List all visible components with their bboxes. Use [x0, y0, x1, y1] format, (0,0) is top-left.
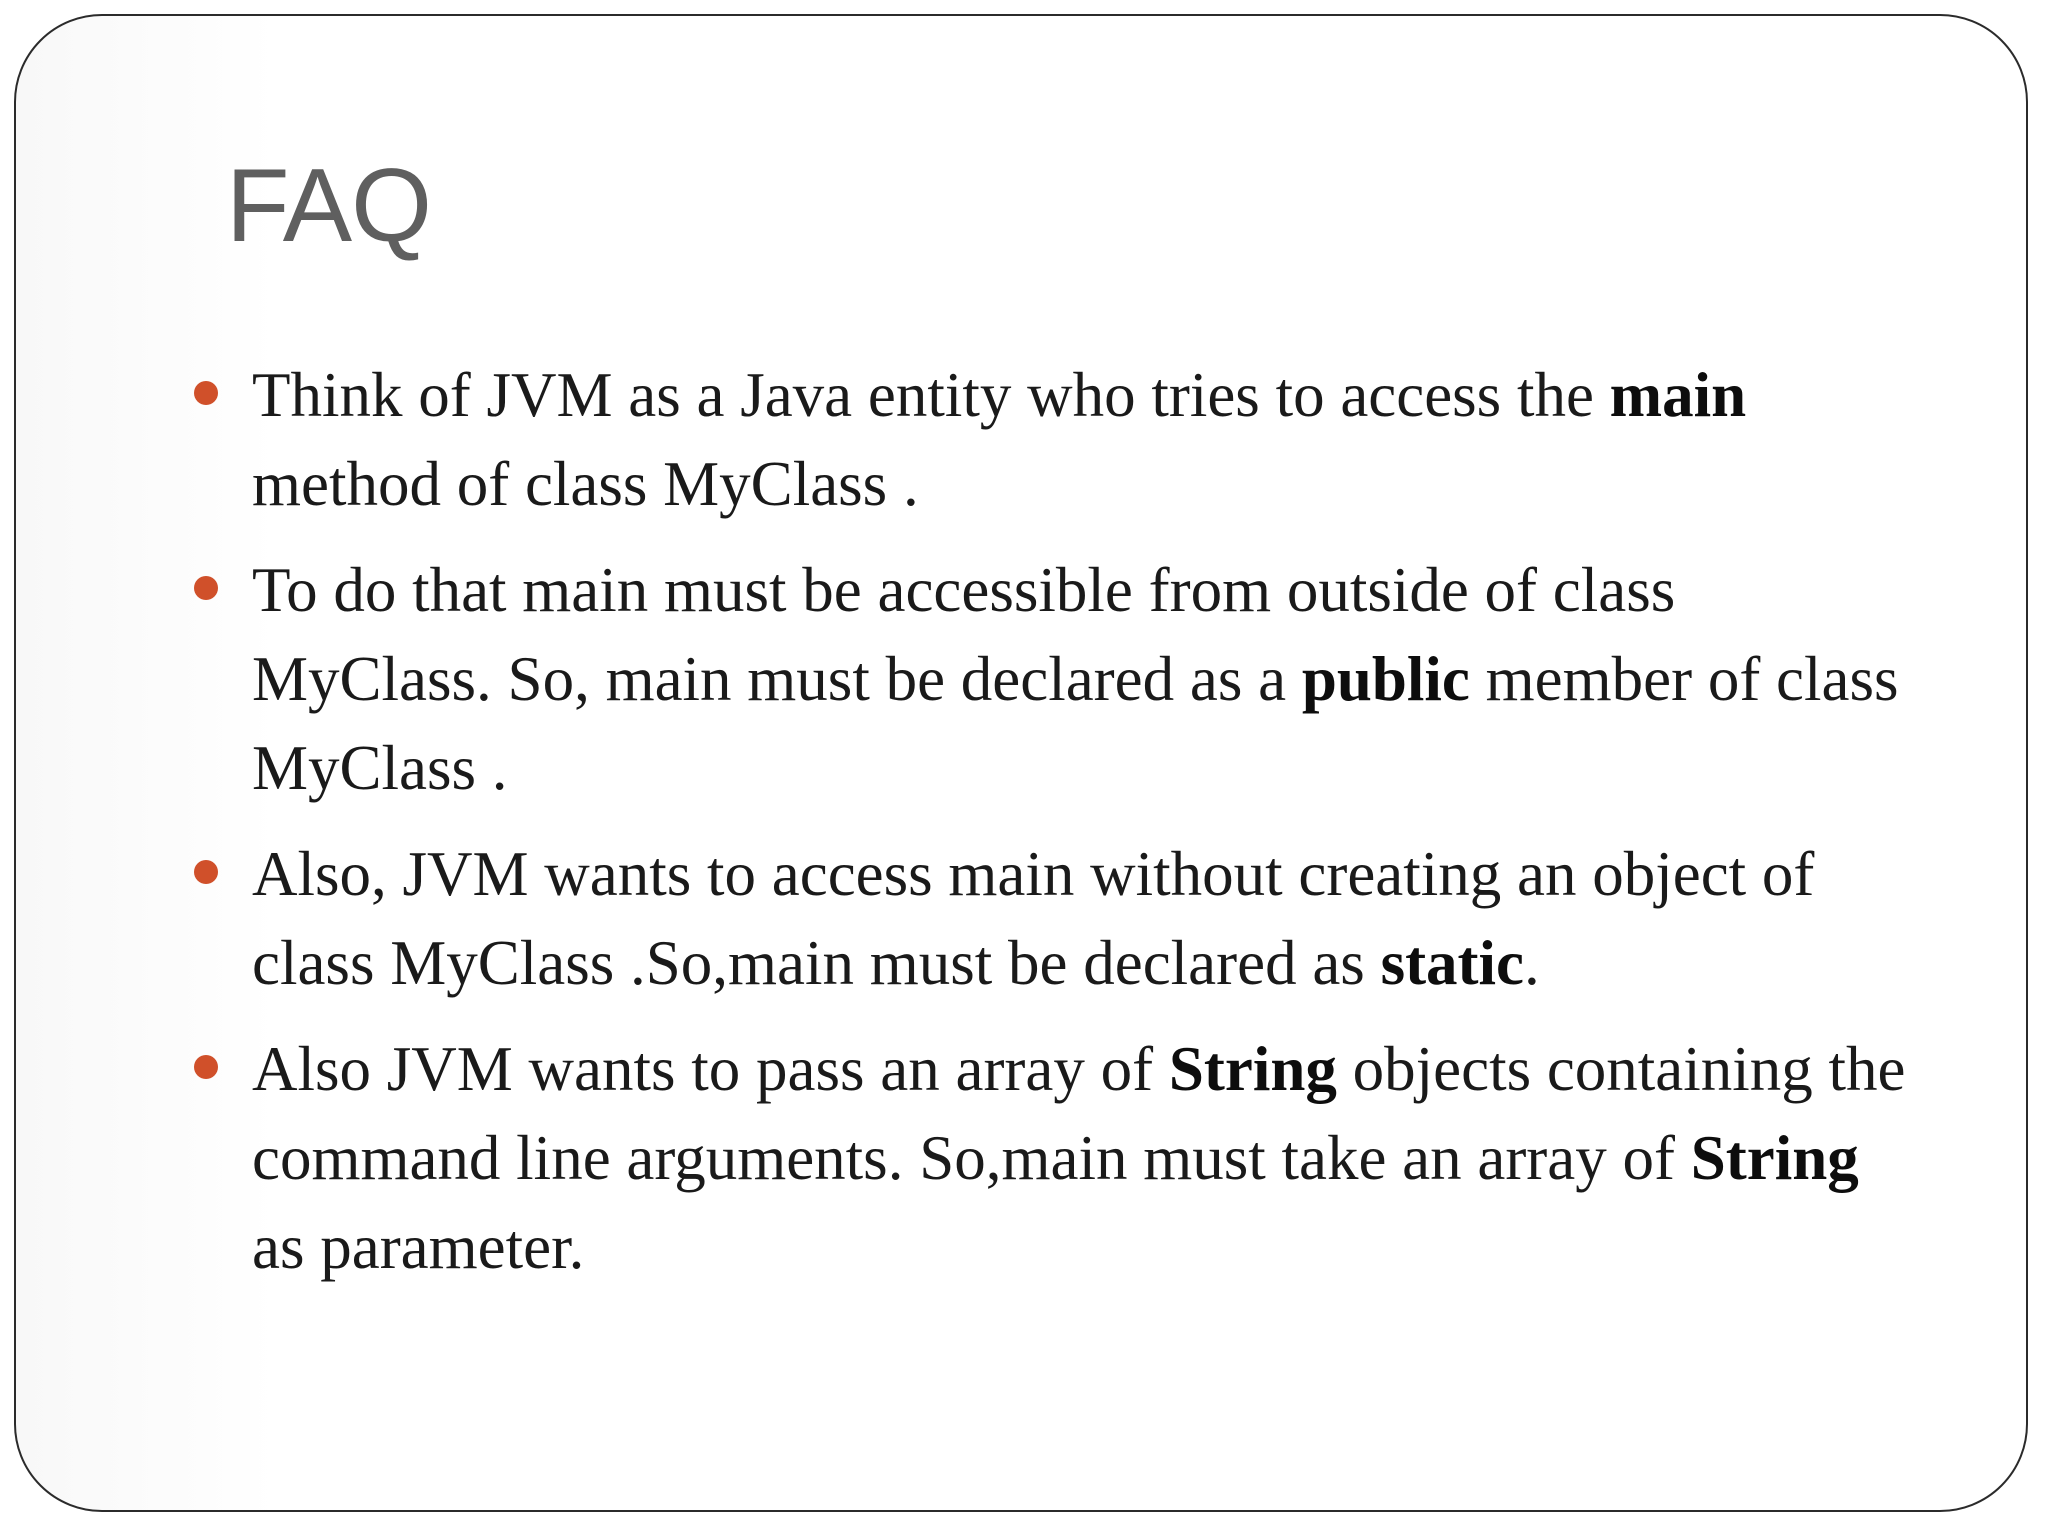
slide-frame [14, 14, 2028, 1512]
bullet-text [252, 555, 1899, 803]
bullet-item [252, 351, 1912, 529]
bold-term-static: static [1380, 928, 1525, 998]
slide-title: FAQ [226, 148, 432, 264]
text-segment: Also, JVM wants to access main without creating an object of class MyClass .So,main must be declared as [252, 839, 1815, 998]
text-segment: objects containing the command line arguments. So,main must take an array of [252, 1034, 1906, 1193]
bullet-dot-icon [194, 576, 218, 600]
bullet-text [252, 360, 1746, 519]
bullet-list [252, 351, 1912, 1309]
text-segment: To do that main must be accessible from outside of class MyClass. So, main must be declared as a [252, 555, 1676, 714]
bullet-dot-icon [194, 860, 218, 884]
bullet-item [252, 546, 1912, 813]
text-segment: Also JVM wants to pass an array of [252, 1034, 1169, 1104]
bold-term-string: String [1168, 1034, 1337, 1104]
bullet-item [252, 1025, 1912, 1292]
bold-term-string: String [1690, 1123, 1859, 1193]
bullet-dot-icon [194, 381, 218, 405]
text-segment: method of class MyClass . [252, 449, 919, 519]
bullet-text [252, 1034, 1906, 1282]
bold-term-main: main [1609, 360, 1747, 430]
text-segment: . [1524, 928, 1540, 998]
bullet-dot-icon [194, 1055, 218, 1079]
bullet-text [252, 839, 1814, 998]
text-segment: as parameter. [252, 1212, 585, 1282]
bullet-item [252, 830, 1912, 1008]
text-segment: member of class MyClass . [252, 644, 1899, 803]
text-segment: Think of JVM as a Java entity who tries to access the [252, 360, 1610, 430]
bold-term-public: public [1301, 644, 1470, 714]
